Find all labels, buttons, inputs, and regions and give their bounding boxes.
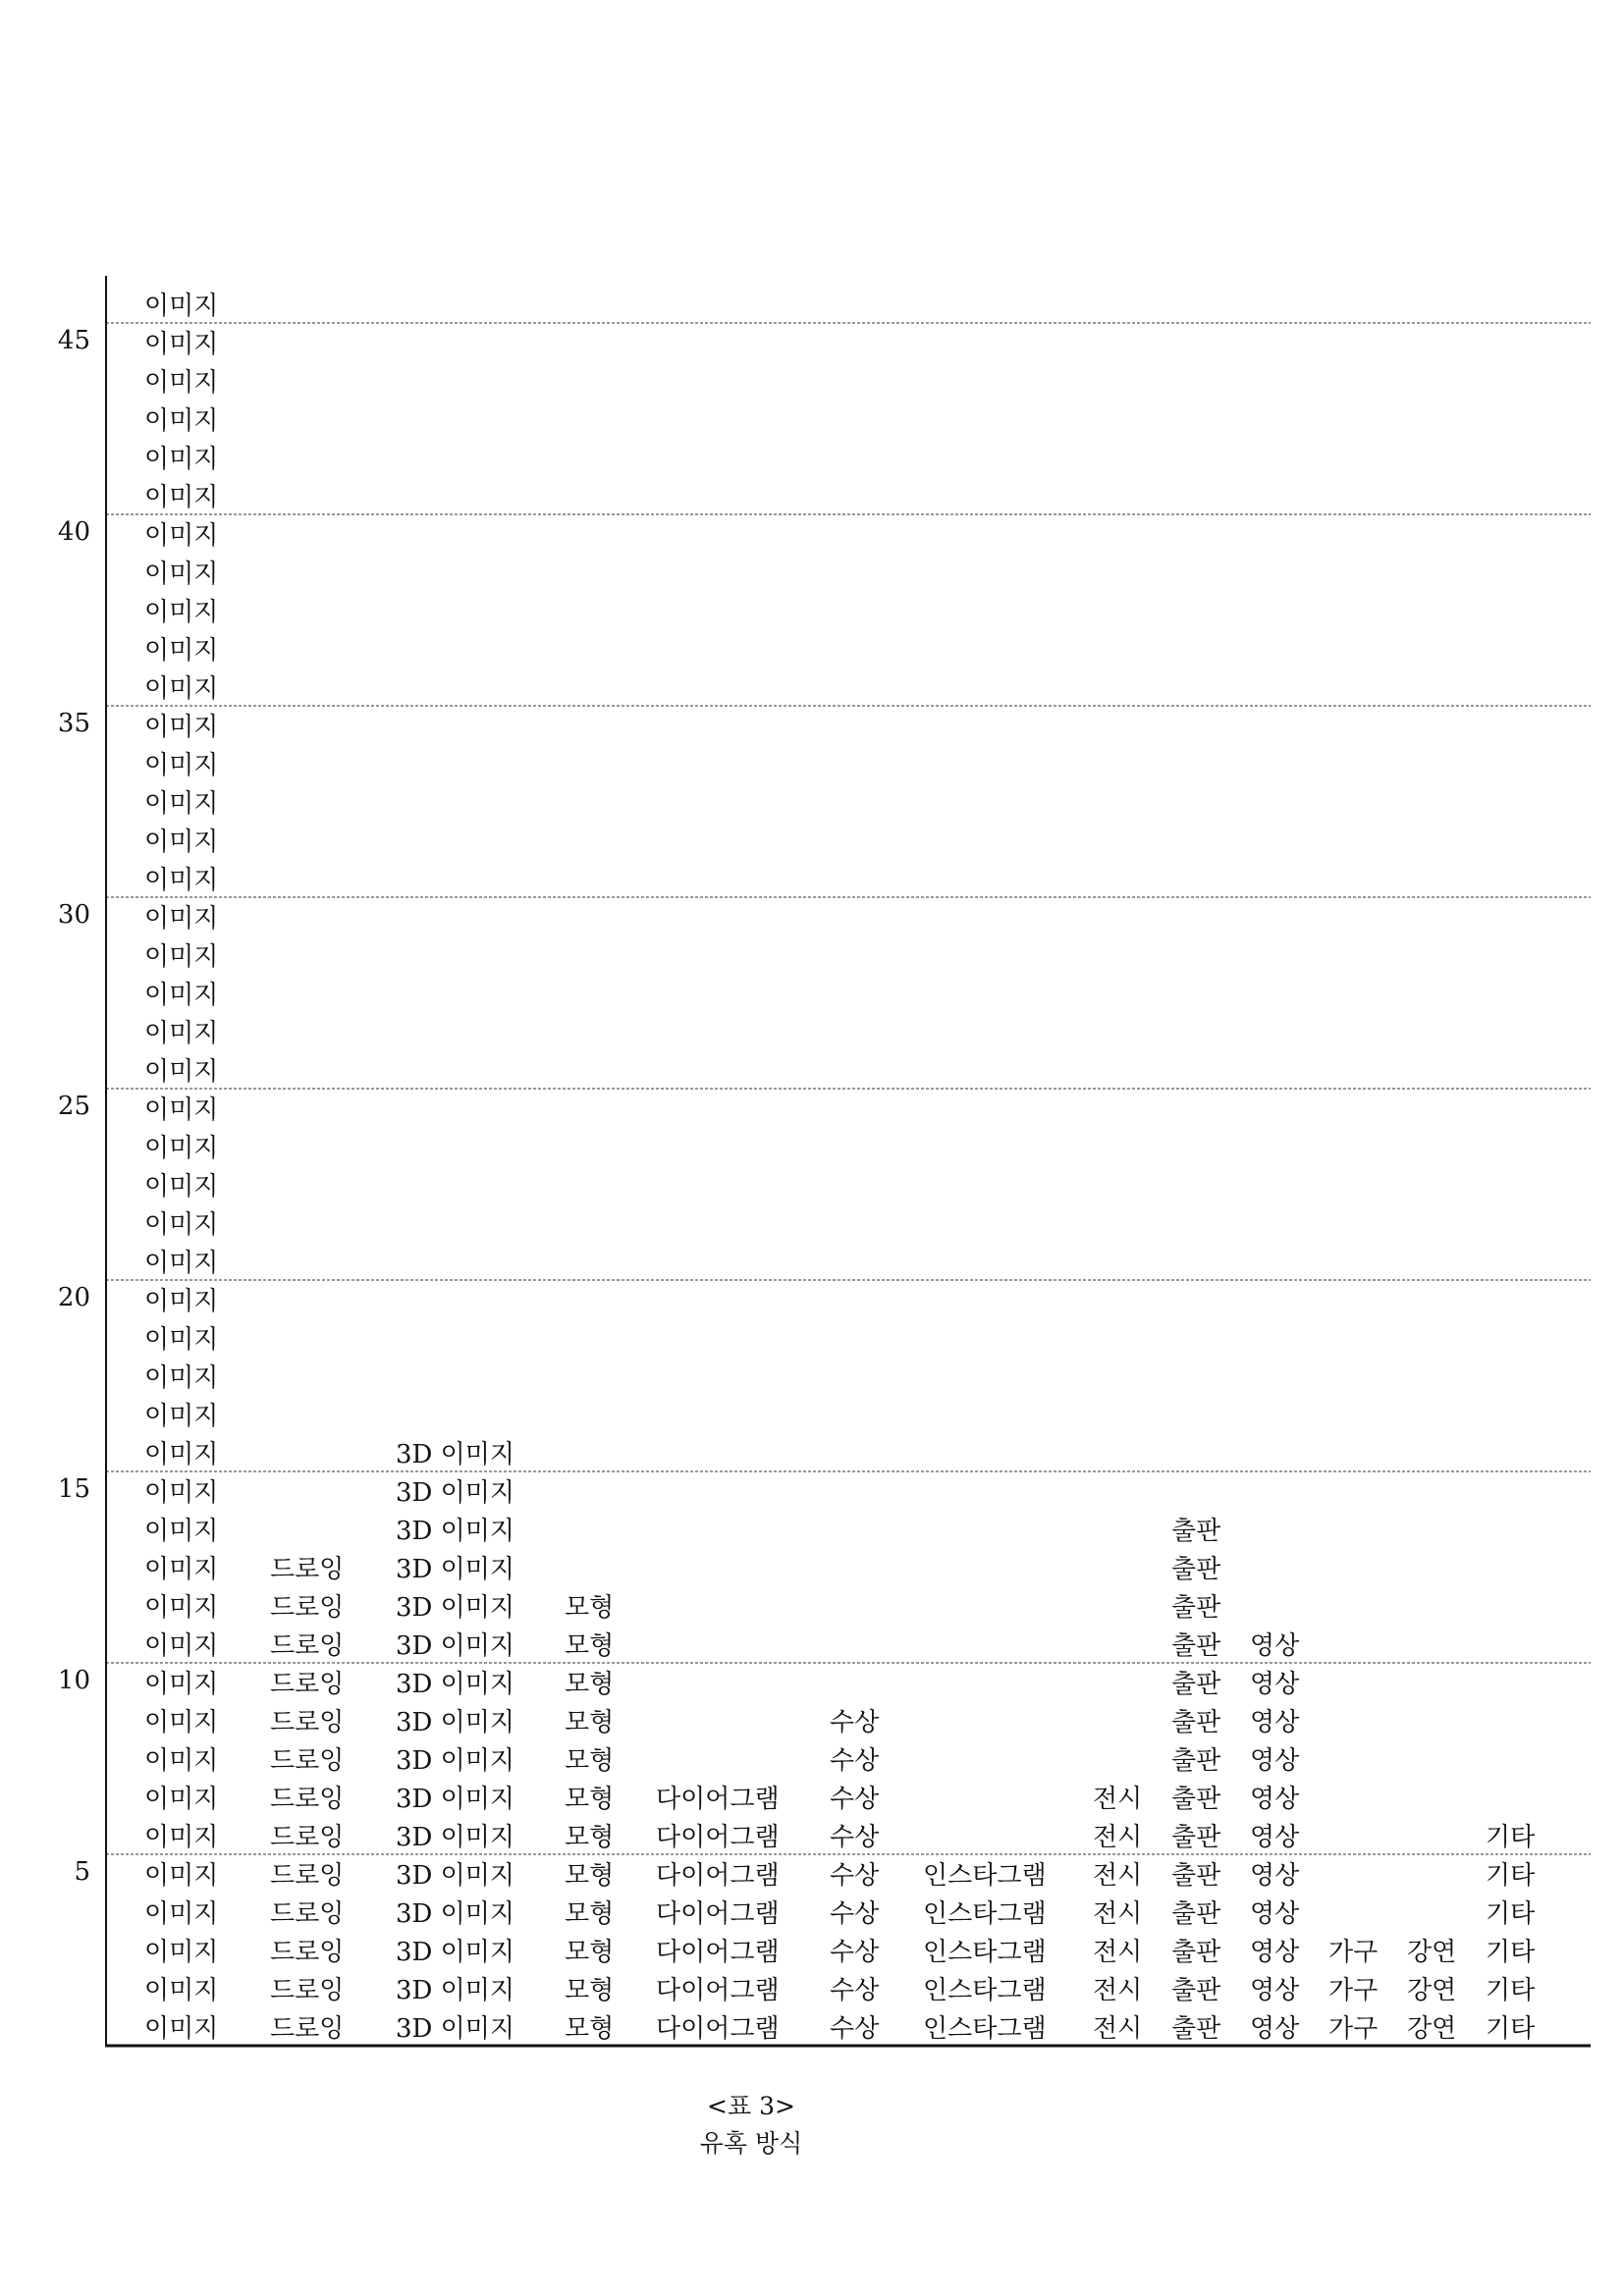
word-mark: 강연 — [1407, 1976, 1457, 2005]
word-mark: 3D 이미지 — [396, 1899, 515, 1929]
word-mark: 출판 — [1171, 1746, 1221, 1776]
word-mark: 출판 — [1171, 1823, 1221, 1852]
word-mark: 수상 — [830, 1899, 880, 1929]
word-mark: 이미지 — [144, 1555, 219, 1584]
word-mark: 출판 — [1171, 1938, 1221, 1967]
column-13 — [1486, 1823, 1535, 2044]
column-7 — [923, 1861, 1047, 2044]
word-mark: 가구 — [1328, 1976, 1379, 2005]
word-mark: 3D 이미지 — [396, 2014, 515, 2044]
word-mark: 다이어그램 — [656, 1938, 780, 1967]
word-mark: 인스타그램 — [923, 1899, 1047, 1929]
word-mark: 기타 — [1486, 1823, 1536, 1852]
word-mark: 드로잉 — [270, 1670, 345, 1699]
word-mark: 3D 이미지 — [396, 1517, 515, 1546]
word-mark: 3D 이미지 — [396, 1938, 515, 1967]
grid-lines — [106, 323, 1591, 1854]
column-10 — [1250, 1631, 1299, 2044]
word-mark: 이미지 — [144, 1899, 219, 1929]
word-mark: 이미지 — [144, 1172, 219, 1201]
column-3 — [396, 1440, 514, 2044]
word-mark: 강연 — [1407, 1938, 1457, 1967]
word-mark: 3D 이미지 — [396, 1861, 515, 1891]
y-tick-label: 45 — [57, 326, 90, 355]
word-mark: 모형 — [565, 2014, 615, 2044]
word-mark: 이미지 — [144, 1057, 219, 1087]
word-mark: 이미지 — [144, 406, 219, 436]
word-mark: 수상 — [830, 1976, 880, 2005]
word-mark: 모형 — [565, 1861, 615, 1891]
word-mark: 이미지 — [144, 789, 219, 819]
word-mark: 수상 — [830, 1823, 880, 1852]
word-mark: 3D 이미지 — [396, 1440, 515, 1469]
word-mark: 기타 — [1486, 2014, 1536, 2044]
word-mark: 모형 — [565, 1593, 615, 1623]
word-mark: 드로잉 — [270, 1631, 345, 1661]
word-mark: 출판 — [1171, 1708, 1221, 1737]
word-mark: 이미지 — [144, 1134, 219, 1163]
y-tick-label: 35 — [57, 709, 90, 738]
word-mark: 이미지 — [144, 368, 219, 398]
word-mark: 수상 — [830, 1746, 880, 1776]
word-mark: 이미지 — [144, 674, 219, 704]
word-mark: 이미지 — [144, 1287, 219, 1316]
word-mark: 이미지 — [144, 330, 219, 359]
word-mark: 3D 이미지 — [396, 1746, 515, 1776]
word-mark: 전시 — [1093, 1823, 1143, 1852]
word-mark: 모형 — [565, 1823, 615, 1852]
y-tick-label: 25 — [57, 1092, 90, 1121]
word-mark: 수상 — [830, 1938, 880, 1967]
word-mark: 영상 — [1250, 1823, 1300, 1852]
word-mark: 3D 이미지 — [396, 1823, 515, 1852]
word-mark: 이미지 — [144, 1517, 219, 1546]
word-mark: 영상 — [1250, 1746, 1300, 1776]
word-mark: 다이어그램 — [656, 1861, 780, 1891]
word-mark: 이미지 — [144, 1785, 219, 1814]
word-mark: 다이어그램 — [656, 1823, 780, 1852]
word-mark: 출판 — [1171, 2014, 1221, 2044]
word-mark: 이미지 — [144, 942, 219, 972]
word-mark: 인스타그램 — [923, 1938, 1047, 1967]
y-tick-label: 30 — [57, 900, 90, 930]
word-mark: 이미지 — [144, 751, 219, 780]
word-mark: 3D 이미지 — [396, 1708, 515, 1737]
table-caption: <표 3> — [707, 2092, 795, 2120]
word-mark: 출판 — [1171, 1593, 1221, 1623]
word-mark: 출판 — [1171, 1670, 1221, 1699]
word-mark: 이미지 — [144, 1440, 219, 1469]
word-mark: 3D 이미지 — [396, 1976, 515, 2005]
word-mark: 인스타그램 — [923, 1976, 1047, 2005]
word-mark: 이미지 — [144, 483, 219, 512]
word-mark: 출판 — [1171, 1785, 1221, 1814]
word-mark: 출판 — [1171, 1976, 1221, 2005]
word-mark: 이미지 — [144, 1019, 219, 1048]
y-tick-label: 40 — [57, 517, 90, 547]
word-mark: 3D 이미지 — [396, 1631, 515, 1661]
word-mark: 이미지 — [144, 1746, 219, 1776]
word-mark: 이미지 — [144, 2014, 219, 2044]
word-mark: 드로잉 — [270, 1746, 345, 1776]
y-tick-label: 5 — [74, 1857, 90, 1887]
word-mark: 영상 — [1250, 1861, 1300, 1891]
word-mark: 이미지 — [144, 1363, 219, 1393]
word-mark: 이미지 — [144, 1478, 219, 1508]
word-mark: 기타 — [1486, 1938, 1536, 1967]
word-mark: 다이어그램 — [656, 2014, 780, 2044]
word-mark: 이미지 — [144, 1593, 219, 1623]
word-mark: 드로잉 — [270, 2014, 345, 2044]
word-mark: 이미지 — [144, 1976, 219, 2005]
word-mark: 수상 — [830, 1861, 880, 1891]
word-mark: 이미지 — [144, 1670, 219, 1699]
word-mark: 출판 — [1171, 1517, 1221, 1546]
word-mark: 출판 — [1171, 1861, 1221, 1891]
word-mark: 모형 — [565, 1746, 615, 1776]
word-mark: 수상 — [830, 1708, 880, 1737]
word-mark: 이미지 — [144, 1325, 219, 1355]
word-mark: 영상 — [1250, 2014, 1300, 2044]
word-mark: 이미지 — [144, 598, 219, 627]
word-mark: 드로잉 — [270, 1555, 345, 1584]
chart-title: 유혹 방식 — [699, 2129, 803, 2158]
word-mark: 전시 — [1093, 1785, 1143, 1814]
word-mark: 3D 이미지 — [396, 1478, 515, 1508]
word-mark: 출판 — [1171, 1899, 1221, 1929]
word-mark: 이미지 — [144, 981, 219, 1010]
word-mark: 영상 — [1250, 1899, 1300, 1929]
word-columns — [144, 292, 1535, 2044]
word-mark: 드로잉 — [270, 1976, 345, 2005]
word-mark: 출판 — [1171, 1631, 1221, 1661]
word-mark: 다이어그램 — [656, 1785, 780, 1814]
word-mark: 전시 — [1093, 1861, 1143, 1891]
word-mark: 전시 — [1093, 1976, 1143, 2005]
word-mark: 다이어그램 — [656, 1899, 780, 1929]
word-mark: 드로잉 — [270, 1593, 345, 1623]
y-tick-label: 15 — [57, 1474, 90, 1504]
word-mark: 이미지 — [144, 636, 219, 666]
word-mark: 전시 — [1093, 1899, 1143, 1929]
column-2 — [270, 1555, 344, 2044]
word-mark: 이미지 — [144, 1095, 219, 1125]
word-mark: 드로잉 — [270, 1708, 345, 1737]
word-mark: 모형 — [565, 1708, 615, 1737]
word-mark: 이미지 — [144, 1402, 219, 1431]
word-mark: 3D 이미지 — [396, 1785, 515, 1814]
axes — [105, 276, 1591, 2046]
word-mark: 이미지 — [144, 1861, 219, 1891]
word-mark: 이미지 — [144, 1631, 219, 1661]
word-mark: 강연 — [1407, 2014, 1457, 2044]
column-4 — [565, 1593, 614, 2044]
word-mark: 영상 — [1250, 1976, 1300, 2005]
column-8 — [1093, 1785, 1142, 2044]
word-mark: 모형 — [565, 1785, 615, 1814]
word-mark: 이미지 — [144, 445, 219, 474]
word-mark: 이미지 — [144, 1708, 219, 1737]
column-12 — [1407, 1938, 1456, 2044]
word-mark: 3D 이미지 — [396, 1593, 515, 1623]
word-mark: 드로잉 — [270, 1785, 345, 1814]
word-mark: 영상 — [1250, 1670, 1300, 1699]
word-mark: 영상 — [1250, 1631, 1300, 1661]
word-mark: 이미지 — [144, 1938, 219, 1967]
word-mark: 드로잉 — [270, 1861, 345, 1891]
word-mark: 가구 — [1328, 2014, 1379, 2044]
word-mark: 모형 — [565, 1631, 615, 1661]
column-5 — [656, 1785, 780, 2044]
word-mark: 이미지 — [144, 521, 219, 551]
word-mark: 드로잉 — [270, 1938, 345, 1967]
word-mark: 인스타그램 — [923, 2014, 1047, 2044]
word-mark: 이미지 — [144, 1823, 219, 1852]
word-mark: 출판 — [1171, 1555, 1221, 1584]
word-mark: 가구 — [1328, 1938, 1379, 1967]
word-mark: 기타 — [1486, 1899, 1536, 1929]
word-mark: 이미지 — [144, 828, 219, 857]
word-mark: 영상 — [1250, 1708, 1300, 1737]
word-mark: 이미지 — [144, 713, 219, 742]
y-tick-labels — [58, 326, 90, 1887]
word-mark: 수상 — [830, 2014, 880, 2044]
word-mark: 영상 — [1250, 1938, 1300, 1967]
word-mark: 모형 — [565, 1670, 615, 1699]
column-11 — [1328, 1938, 1378, 2044]
word-mark: 3D 이미지 — [396, 1670, 515, 1699]
word-mark: 드로잉 — [270, 1899, 345, 1929]
word-mark: 이미지 — [144, 1210, 219, 1240]
word-mark: 기타 — [1486, 1861, 1536, 1891]
word-mark: 이미지 — [144, 866, 219, 895]
word-mark: 3D 이미지 — [396, 1555, 515, 1584]
word-mark: 영상 — [1250, 1785, 1300, 1814]
column-1 — [144, 292, 218, 2044]
word-mark: 수상 — [830, 1785, 880, 1814]
word-mark: 다이어그램 — [656, 1976, 780, 2005]
y-tick-label: 10 — [57, 1666, 90, 1695]
word-mark: 인스타그램 — [923, 1861, 1047, 1891]
word-mark: 모형 — [565, 1899, 615, 1929]
column-9 — [1171, 1517, 1220, 2044]
word-mark: 이미지 — [144, 904, 219, 934]
word-mark: 기타 — [1486, 1976, 1536, 2005]
word-mark: 전시 — [1093, 1938, 1143, 1967]
word-mark: 이미지 — [144, 560, 219, 589]
y-tick-label: 20 — [57, 1283, 90, 1312]
column-6 — [830, 1708, 879, 2044]
word-mark: 모형 — [565, 1938, 615, 1967]
word-mark: 이미지 — [144, 1249, 219, 1278]
word-mark: 이미지 — [144, 292, 219, 321]
word-mark: 드로잉 — [270, 1823, 345, 1852]
word-mark: 전시 — [1093, 2014, 1143, 2044]
word-mark: 모형 — [565, 1976, 615, 2005]
